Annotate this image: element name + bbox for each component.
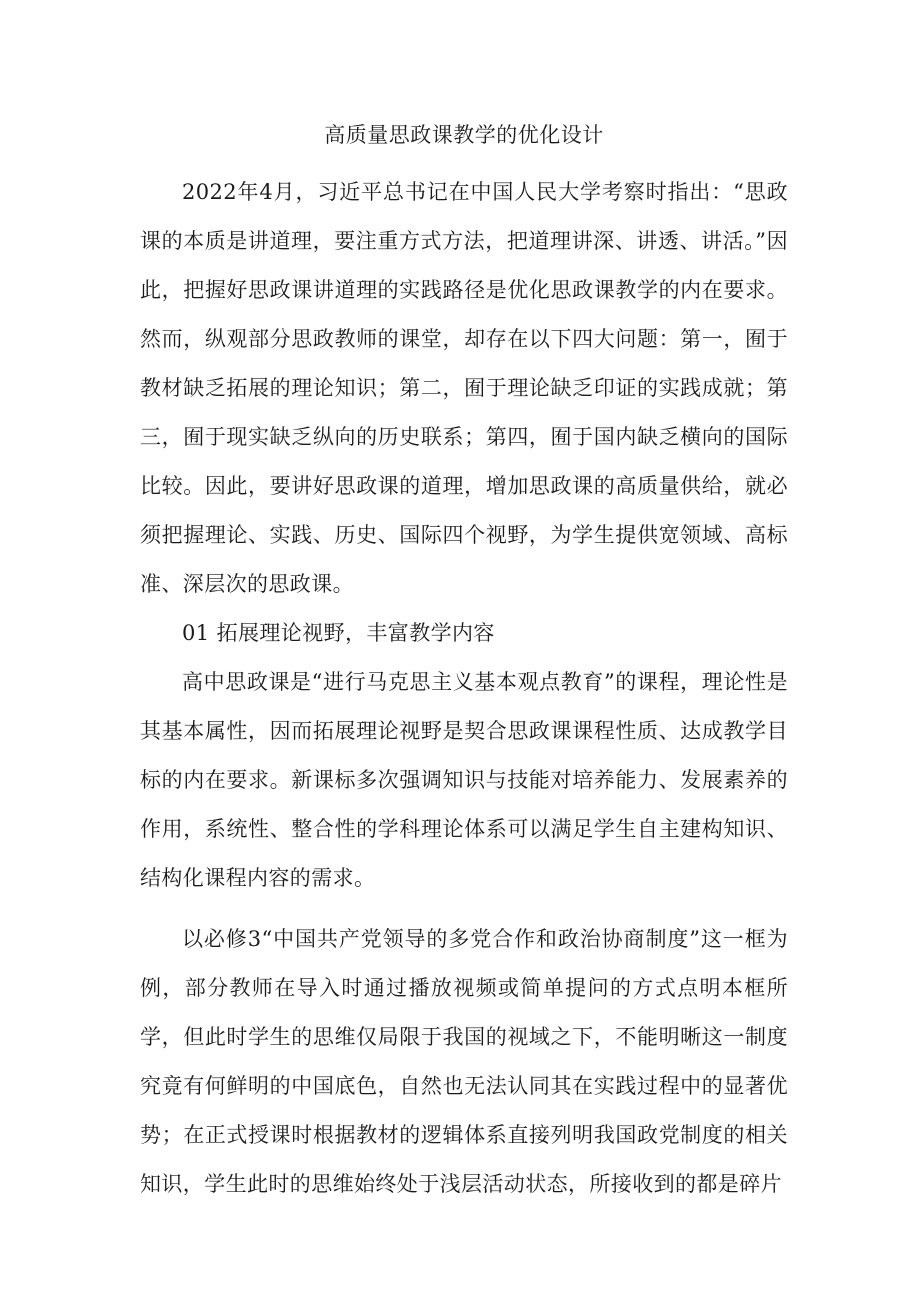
document-body xyxy=(140,116,788,1209)
section-heading: 01 拓展理论视野，丰富教学内容 xyxy=(182,621,495,645)
intro-paragraph: 2022年4月，习近平总书记在中国人民大学考察时指出：“思政课的本质是讲道理，要注重方式方法，把道理讲深、讲透、讲活。”因此，把握好思政课讲道理的实践路径是优化思政课教学的内在要求。然而，纵观部分思政教师的课堂，却存在以下四大问题：第一，囿于教材缺乏拓展的理论知识；第二，囿于理论缺乏印证的实践成就；第三，囿于现实缺乏纵向的历史联系；第四，囿于国内缺乏横向的国际比较。因此，要讲好思政课的道理，增加思政课的高质量供给，就必须把握理论、实践、历史、国际四个视野，为学生提供宽领域、高标准、深层次的思政课。 xyxy=(140,180,788,596)
example-paragraph: 以必修3“中国共产党领导的多党合作和政治协商制度”这一框为例，部分教师在导入时通过播放视频或简单提问的方式点明本框所学，但此时学生的思维仅局限于我国的视域之下，不能明晰这一制度究竟有何鲜明的中国底色，自然也无法认同其在实践过程中的显著优势；在正式授课时根据教材的逻辑体系直接列明我国政党制度的相关知识，学生此时的思维始终处于浅层活动状态，所接收到的都是碎片 xyxy=(140,927,788,1196)
theory-paragraph: 高中思政课是“进行马克思主义基本观点教育”的课程，理论性是其基本属性，因而拓展理论视野是契合思政课课程性质、达成教学目标的内在要求。新课标多次强调知识与技能对培养能力、发展素养的作用，系统性、整合性的学科理论体系可以满足学生自主建构知识、结构化课程内容的需求。 xyxy=(140,670,788,890)
document-title: 高质量思政课教学的优化设计 xyxy=(324,123,604,147)
